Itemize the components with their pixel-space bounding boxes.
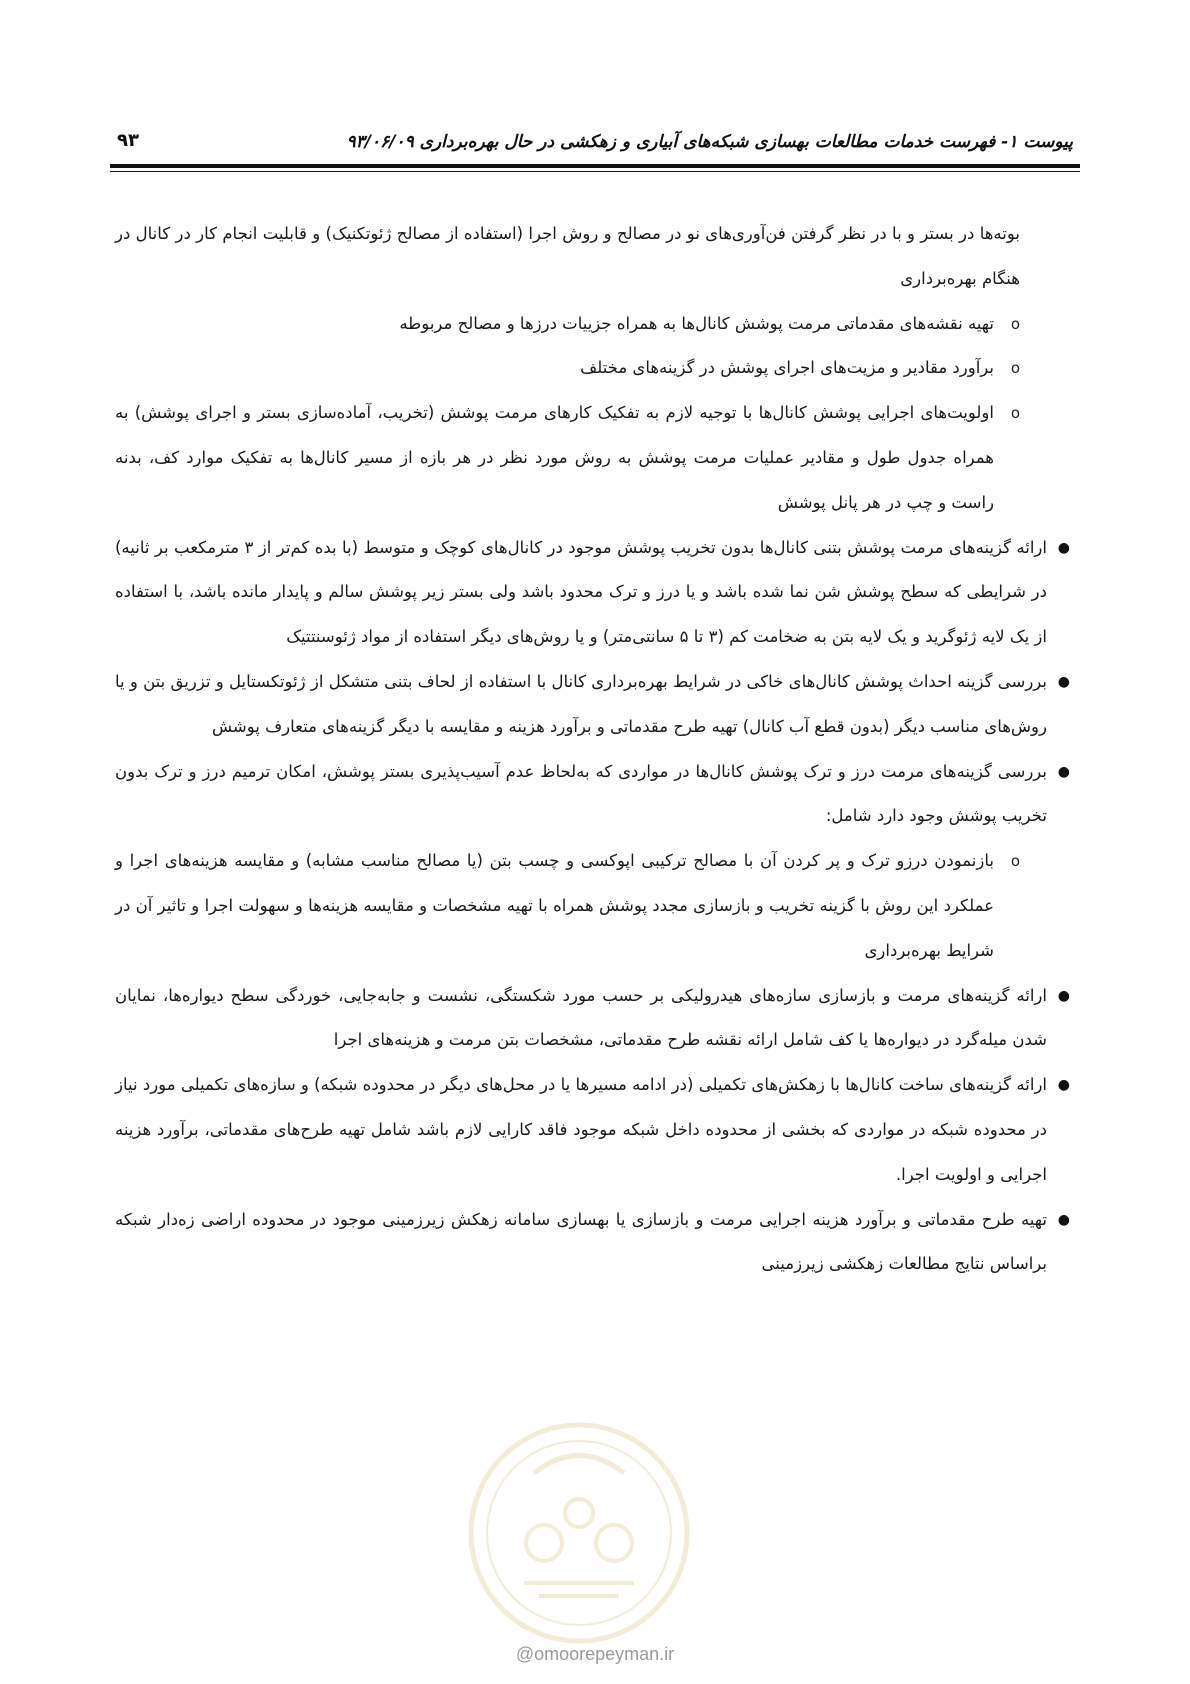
bullet-dot-icon: ● <box>1057 1077 1070 1094</box>
header-rule-thick <box>110 164 1080 168</box>
bullet-item <box>115 660 1073 750</box>
paragraph-text: بوته‌ها در بستر و با در نظر گرفتن فن‌آوری‌های نو در مصالح و روش اجرا (استفاده از مصالح ژئوتکنیک) و قابلیت انجام کار در کانال در هنگام بهره‌برداری <box>115 224 1020 288</box>
bullet-dot-icon: ● <box>1057 539 1070 556</box>
sub-bullet-text: بازنمودن درزو ترک و پر کردن آن با مصالح ترکیبی اپوکسی و چسب بتن (یا مصالح مناسب مشابه) و مقایسه هزینه‌های اجرا و عملکرد این روش با گزینه تخریب و بازسازی مجدد پوشش همراه با تهیه مشخصات و مقایسه هزینه‌ها و سهولت اجرا و تاثیر آن در شرایط بهره‌برداری <box>115 851 994 960</box>
hollow-circle-icon: o <box>1010 359 1020 378</box>
footer-url: @omoorepeyman.ir <box>515 1644 675 1664</box>
header-title: پیوست ۱- فهرست خدمات مطالعات بهسازی شبکه‌های آبیاری و زهکشی در حال بهره‌برداری ۹۳/۰۶/۰۹ <box>346 132 1073 152</box>
bullet-dot-icon: ● <box>1057 763 1070 780</box>
bullet-item <box>115 526 1073 660</box>
bullet-text: ارائه گزینه‌های مرمت و بازسازی سازه‌های هیدرولیکی بر حسب مورد شکستگی، نشست و جابه‌جایی، خوردگی سطح دیواره‌ها، نمایان شدن میله‌گرد در دیواره‌ها یا کف شامل ارائه نقشه طرح مقدماتی، مشخصات بتن مرمت و هزینه‌های اجرا <box>115 985 1047 1050</box>
bullet-text: بررسی گزینه‌های مرمت درز و ترک پوشش کانال‌ها در مواردی که به‌لحاظ عدم آسیب‌پذیری بستر پوشش، امکان ترمیم درز و ترک بدون تخریب پوشش وجود دارد شامل: <box>115 761 1047 826</box>
sub-bullet-text: برآورد مقادیر و مزیت‌های اجرای پوشش در گزینه‌های مختلف <box>580 358 994 378</box>
bullet-dot-icon: ● <box>1057 673 1070 690</box>
hollow-circle-icon: o <box>1010 314 1020 333</box>
watermark-seal-icon <box>464 1418 694 1648</box>
page-number: ۹۳ <box>117 130 139 151</box>
page-header <box>117 126 1073 166</box>
paragraph <box>115 212 1020 302</box>
hollow-circle-icon: o <box>1010 852 1020 871</box>
bullet-dot-icon: ● <box>1057 987 1070 1004</box>
bullet-item <box>115 1198 1073 1288</box>
bullet-item <box>115 750 1073 840</box>
sub-bullet-item <box>115 302 1020 347</box>
bullet-text: ارائه گزینه‌های مرمت پوشش بتنی کانال‌ها بدون تخریب پوشش موجود در کانال‌های کوچک و متوسط (با بده کم‌تر از ۳ مترمکعب بر ثانیه) در شرایطی که سطح پوشش شن نما شده باشد و یا درز و ترک محدود باشد ولی بستر زیر پوشش سالم و پایدار مانده باشد، با استفاده از یک لایه ژئوگرید و یک لایه بتن به ضخامت کم (۳ تا ۵ سانتی‌متر) و یا روش‌های دیگر استفاده از مواد ژئوسنتتیک <box>115 537 1047 647</box>
sub-bullet-text: اولویت‌های اجرایی پوشش کانال‌ها با توجیه لازم به تفکیک کارهای مرمت پوشش (تخریب، آماده‌سازی بستر و اجرای پوشش) به همراه جدول طول و مقادیر عملیات مرمت پوشش به روش مورد نظر در هر بازه از مسیر کانال‌ها به تفکیک موارد کف، بدنه راست و چپ در هر پانل پوشش <box>115 403 994 512</box>
sub-bullet-item <box>115 391 1020 525</box>
bullet-item <box>115 1063 1073 1197</box>
header-rule-thin <box>110 171 1080 172</box>
body-content <box>115 212 1073 1287</box>
hollow-circle-icon: o <box>1010 404 1020 423</box>
sub-bullet-text: تهیه نقشه‌های مقدماتی مرمت پوشش کانال‌ها به همراه جزییات درزها و مصالح مربوطه <box>399 313 994 333</box>
bullet-text: تهیه طرح مقدماتی و برآورد هزینه اجرایی مرمت و بازسازی یا بهسازی سامانه زهکش زیرزمینی موجود در محدوده اراضی زه‌دار شبکه براساس نتایج مطالعات زهکشی زیرزمینی <box>115 1209 1047 1274</box>
sub-bullet-item <box>115 839 1020 973</box>
bullet-item <box>115 974 1073 1064</box>
bullet-dot-icon: ● <box>1057 1211 1070 1228</box>
bullet-text: ارائه گزینه‌های ساخت کانال‌ها با زهکش‌های تکمیلی (در ادامه مسیرها یا در محل‌های دیگر در محدوده شبکه) و سازه‌های تکمیلی مورد نیاز در محدوده شبکه در مواردی که بخشی از محدوده داخل شبکه موجود فاقد کارایی لازم باشد شامل تهیه طرح‌های مقدماتی، برآورد هزینه اجرایی و اولویت اجرا. <box>115 1075 1047 1184</box>
sub-bullet-item <box>115 346 1020 391</box>
bullet-text: بررسی گزینه احداث پوشش کانال‌های خاکی در شرایط بهره‌برداری کانال با استفاده از لحاف بتنی متشکل از ژئوتکستایل و تزریق بتن و یا روش‌های مناسب دیگر (بدون قطع آب کانال) تهیه طرح مقدماتی و برآورد هزینه و مقایسه با دیگر گزینه‌های متعارف پوشش <box>115 671 1047 736</box>
